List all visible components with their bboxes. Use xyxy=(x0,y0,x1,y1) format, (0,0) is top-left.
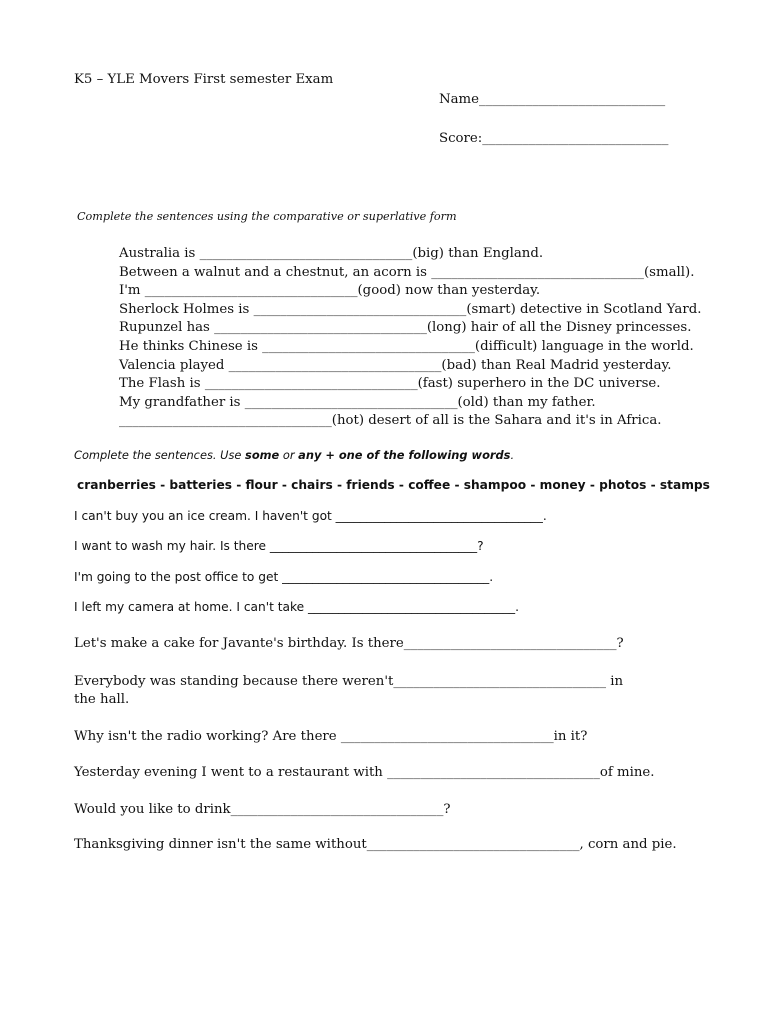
exercise2-sentence: Everybody was standing because there weren't________________________________ in the hall. xyxy=(74,674,624,707)
exercise2-sentence: I want to wash my hair. Is there __________________________________? xyxy=(74,539,484,553)
exercise2-sentence: Yesterday evening I went to a restaurant with ________________________________of mine. xyxy=(74,765,655,780)
exercise2-instruction xyxy=(74,448,514,462)
item-text: Between a walnut and a chestnut, an acorn is ________________________________(small). xyxy=(119,264,695,280)
item-text: ________________________________(hot) desert of all is the Sahara and it's in Africa. xyxy=(119,413,662,429)
item-text: Sherlock Holmes is ________________________________(smart) detective in Scotland Yard. xyxy=(119,301,702,317)
instruction-prefix: Complete the sentences. Use xyxy=(74,448,246,462)
exercise2-sentence: I'm going to the post office to get __________________________________. xyxy=(74,570,494,584)
instruction-rest: any + one of the following words xyxy=(298,448,511,462)
exercise2-sentence: I left my camera at home. I can't take __________________________________. xyxy=(74,600,520,614)
item-text: He thinks Chinese is ________________________________(difficult) language in the world. xyxy=(119,338,694,354)
score-field[interactable]: Score:____________________________ xyxy=(439,131,669,146)
item-text: My grandfather is ________________________________(old) than my father. xyxy=(119,394,596,410)
item-text: I'm ________________________________(good) now than yesterday. xyxy=(119,283,541,299)
item-text: Valencia played ________________________________(bad) than Real Madrid yesterday. xyxy=(119,357,672,373)
exam-title: K5 – YLE Movers First semester Exam xyxy=(74,72,334,87)
instruction-or: or xyxy=(279,448,299,462)
instruction-some: some xyxy=(245,448,280,462)
item-text: Australia is ________________________________(big) than England. xyxy=(119,246,544,261)
exercise2-sentence: Let's make a cake for Javante's birthday. Is there________________________________? xyxy=(74,636,624,651)
name-field[interactable]: Name____________________________ xyxy=(439,92,666,107)
exercise2-sentence: Thanksgiving dinner isn't the same without________________________________, corn and pie. xyxy=(74,837,677,852)
item-text: Rupunzel has ________________________________(long) hair of all the Disney princesses. xyxy=(119,320,692,336)
item-text: The Flash is ________________________________(fast) superhero in the DC universe. xyxy=(119,376,661,392)
instruction-end: . xyxy=(510,448,515,462)
exercise1-instruction: Complete the sentences using the comparative or superlative form xyxy=(77,210,457,223)
exercise2-sentence: I can't buy you an ice cream. I haven't got __________________________________. xyxy=(74,509,547,523)
exercise2-sentence: Would you like to drink________________________________? xyxy=(74,802,451,817)
word-bank: cranberries - batteries - flour - chairs - friends - coffee - shampoo - money - photos - stamps xyxy=(77,478,710,492)
exercise2-sentence: Why isn't the radio working? Are there ________________________________in it? xyxy=(74,729,588,744)
